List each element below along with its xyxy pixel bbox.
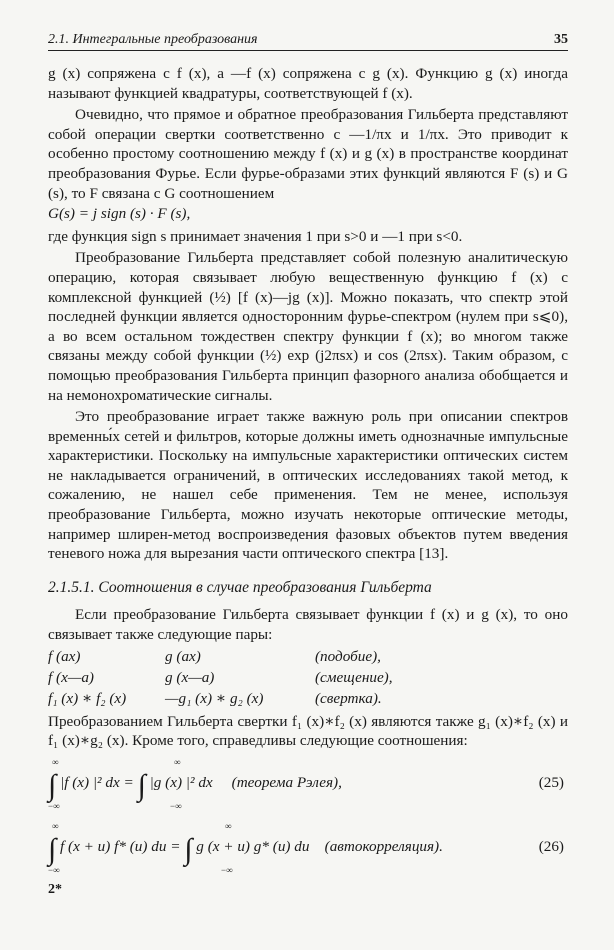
- equation-26: [48, 815, 568, 879]
- lower-limit: −∞: [221, 864, 233, 875]
- paragraph-4: Преобразование Гильберта представляет собой полезную аналитическую операцию, которая связывает любую вещественную функцию f (x) с комплексной функцией (½) [f (x)—jg (x)]. Можно показать, что спектр этой последней функции является односторонним фурье-спектром (нулем при s⩽0), а во всем остальном тождествен спектру функции f (x); во многом также связаны между собой функции (½) exp (j2πsx) и cos (2πsx). Таким образом, с помощью преобразования Гильберта принцип фазорного анализа обобщается и на немонохроматические сигналы.: [48, 249, 568, 404]
- pair-right: —g₁ (x) ∗ g₂ (x): [165, 690, 264, 708]
- paragraph-6: Если преобразование Гильберта связывает функции f (x) и g (x), то оно связывает также следующие пары:: [48, 606, 568, 644]
- equation-right: g (x + u) g* (u) du: [196, 837, 310, 855]
- paragraph-3: где функция sign s принимает значения 1 при s>0 и —1 при s<0.: [48, 227, 463, 245]
- equation-number: (25): [538, 773, 564, 791]
- equation-right: |g (x) |² dx: [149, 773, 213, 791]
- section-heading: 2.1.5.1. Соотношения в случае преобразования Гильберта: [48, 578, 432, 596]
- pair-note: (подобие),: [315, 648, 381, 666]
- lower-limit: −∞: [48, 800, 60, 811]
- integral-sign: ∫: [137, 768, 146, 802]
- pair-left: f (x—a): [48, 669, 94, 687]
- pair-left: f₁ (x) ∗ f₂ (x): [48, 690, 127, 708]
- equation-main: G(s) = j sign (s) · F (s),: [48, 205, 191, 223]
- equation-number: (26): [538, 837, 564, 855]
- pair-row: [48, 668, 568, 689]
- equation-left: |f (x) |² dx =: [60, 773, 134, 791]
- upper-limit: ∞: [52, 820, 59, 831]
- equation-25: [48, 751, 568, 815]
- lower-limit: −∞: [48, 864, 60, 875]
- equation-left: f (x + u) f* (u) du =: [60, 837, 181, 855]
- integral-sign: ∫: [48, 768, 57, 802]
- running-header: [48, 30, 568, 51]
- pair-row: [48, 689, 568, 710]
- header-section-title: 2.1. Интегральные преобразования: [48, 32, 258, 47]
- lower-limit: −∞: [170, 800, 182, 811]
- equation-body: [48, 832, 443, 866]
- paragraph-7: Преобразованием Гильберта свертки f₁ (x)∗f₂ (x) являются также g₁ (x)∗f₂ (x) и f₁ (x)∗g₂ (x). Кроме того, справедливы следующие соотношения:: [48, 712, 568, 750]
- page-number: 35: [554, 32, 568, 47]
- paragraph-1: g (x) сопряжена с f (x), а —f (x) сопряжена с g (x). Функцию g (x) иногда называют функцией квадратуры, соответствующей f (x).: [48, 65, 568, 102]
- integral-sign: ∫: [184, 832, 193, 866]
- pair-right: g (ax): [165, 648, 201, 666]
- signature-mark: 2*: [48, 882, 62, 897]
- integral-sign: ∫: [48, 832, 57, 866]
- paragraph-5: Это преобразование играет также важную роль при описании спектров временны́х сетей и фильтров, которые должны иметь однозначные импульсные характеристики. Поскольку на импульсные характеристики оптических систем не накладывается ограничений, в оптических исследованиях такой метод, к сожалению, не нашел себе применения. Тем не менее, используя преобразование Гильберта, можно изучать некоторые оптические методы, например шлирен-метод воспроизведения фазовых объектов путем введения теневого ножа для вырезания части оптического спектра [13].: [48, 408, 568, 563]
- pair-right: g (x—a): [165, 669, 215, 687]
- upper-limit: ∞: [52, 756, 59, 767]
- page-body: [48, 64, 568, 879]
- pairs-table: [48, 647, 568, 710]
- equation-note: (теорема Рэлея),: [231, 773, 342, 791]
- upper-limit: ∞: [174, 756, 181, 767]
- pair-left: f (ax): [48, 648, 81, 666]
- upper-limit: ∞: [225, 820, 232, 831]
- equation-note: (автокорреляция).: [324, 837, 443, 855]
- pair-note: (смещение),: [315, 669, 393, 687]
- pair-note: (свертка).: [315, 690, 382, 708]
- equation-body: [48, 768, 342, 802]
- paragraph-2: Очевидно, что прямое и обратное преобразования Гильберта представляют собой операции свертки соответственно с —1/πx и 1/πx. Это приводит к особенно простому соотношению между f (x) и g (x) в пространстве координат преобразования Фурье. Если фурье-образами этих функций являются F (s) и G (s), то F связана с G соотношением: [48, 106, 568, 202]
- pair-row: [48, 647, 568, 668]
